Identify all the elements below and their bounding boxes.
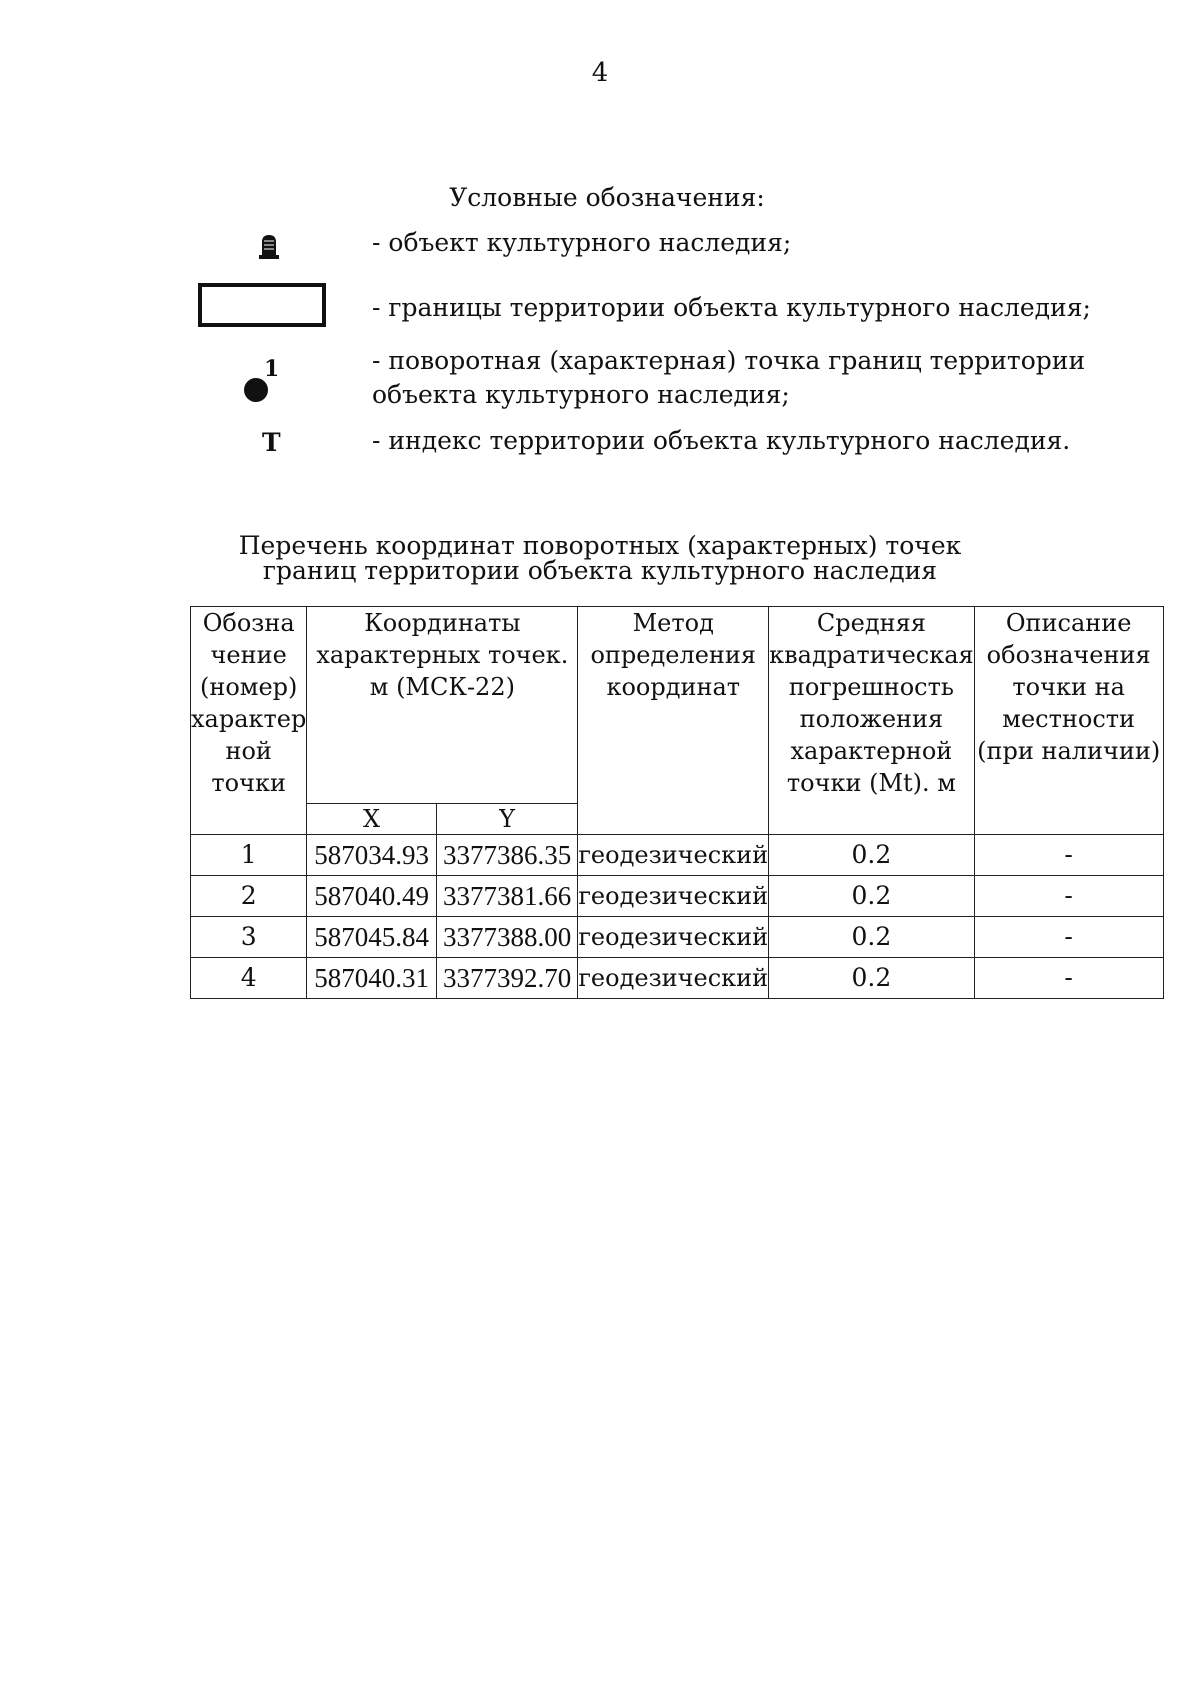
cell-point: 3 <box>191 917 307 958</box>
cell-description: - <box>974 958 1163 999</box>
cell-point: 4 <box>191 958 307 999</box>
coordinates-table <box>190 606 1164 999</box>
point-number: 1 <box>264 356 280 382</box>
territory-index-icon: Т <box>262 428 281 457</box>
cell-x: 587040.49 <box>307 876 436 917</box>
table-header-row <box>191 607 1164 804</box>
legend-title: Условные обозначения: <box>449 183 765 212</box>
header-point: Обозна чение (номер) характер ной точки <box>191 607 307 835</box>
cell-description: - <box>974 876 1163 917</box>
header-x: X <box>307 804 436 835</box>
table-row <box>191 835 1164 876</box>
cell-error: 0.2 <box>769 876 975 917</box>
cell-error: 0.2 <box>769 917 975 958</box>
header-method: Метод определения координат <box>578 607 769 835</box>
table-row <box>191 917 1164 958</box>
header-description: Описание обозначения точки на местности (при наличии) <box>974 607 1163 835</box>
header-error: Средняя квадратическая погрешность положения характерной точки (Mt). м <box>769 607 975 835</box>
legend-text-boundary: - границы территории объекта культурного наследия; <box>372 293 1091 322</box>
table-row <box>191 876 1164 917</box>
cell-y: 3377388.00 <box>436 917 578 958</box>
cell-method: геодезический <box>578 917 769 958</box>
cell-method: геодезический <box>578 958 769 999</box>
header-coordinates: Координаты характерных точек. м (МСК-22) <box>307 607 578 804</box>
cell-y: 3377392.70 <box>436 958 578 999</box>
legend-text-monument: - объект культурного наследия; <box>372 228 792 257</box>
table-row <box>191 958 1164 999</box>
list-title <box>0 533 1200 583</box>
cell-point: 2 <box>191 876 307 917</box>
cell-method: геодезический <box>578 876 769 917</box>
cell-x: 587034.93 <box>307 835 436 876</box>
cell-error: 0.2 <box>769 958 975 999</box>
cell-description: - <box>974 835 1163 876</box>
cell-y: 3377386.35 <box>436 835 578 876</box>
cell-y: 3377381.66 <box>436 876 578 917</box>
list-title-line1: Перечень координат поворотных (характерных) точек <box>238 531 962 560</box>
list-title-line2: границ территории объекта культурного наследия <box>262 556 938 585</box>
page-number: 4 <box>591 58 609 88</box>
cell-method: геодезический <box>578 835 769 876</box>
cell-point: 1 <box>191 835 307 876</box>
cell-error: 0.2 <box>769 835 975 876</box>
cell-x: 587045.84 <box>307 917 436 958</box>
monument-icon <box>258 233 280 259</box>
boundary-rectangle-icon <box>198 283 326 327</box>
cell-x: 587040.31 <box>307 958 436 999</box>
legend-text-index: - индекс территории объекта культурного наследия. <box>372 426 1071 455</box>
turning-point-icon <box>244 356 284 406</box>
cell-description: - <box>974 917 1163 958</box>
legend-text-turning-point: - поворотная (характерная) точка границ территории объекта культурного наследия; <box>372 346 1086 409</box>
header-y: Y <box>436 804 578 835</box>
